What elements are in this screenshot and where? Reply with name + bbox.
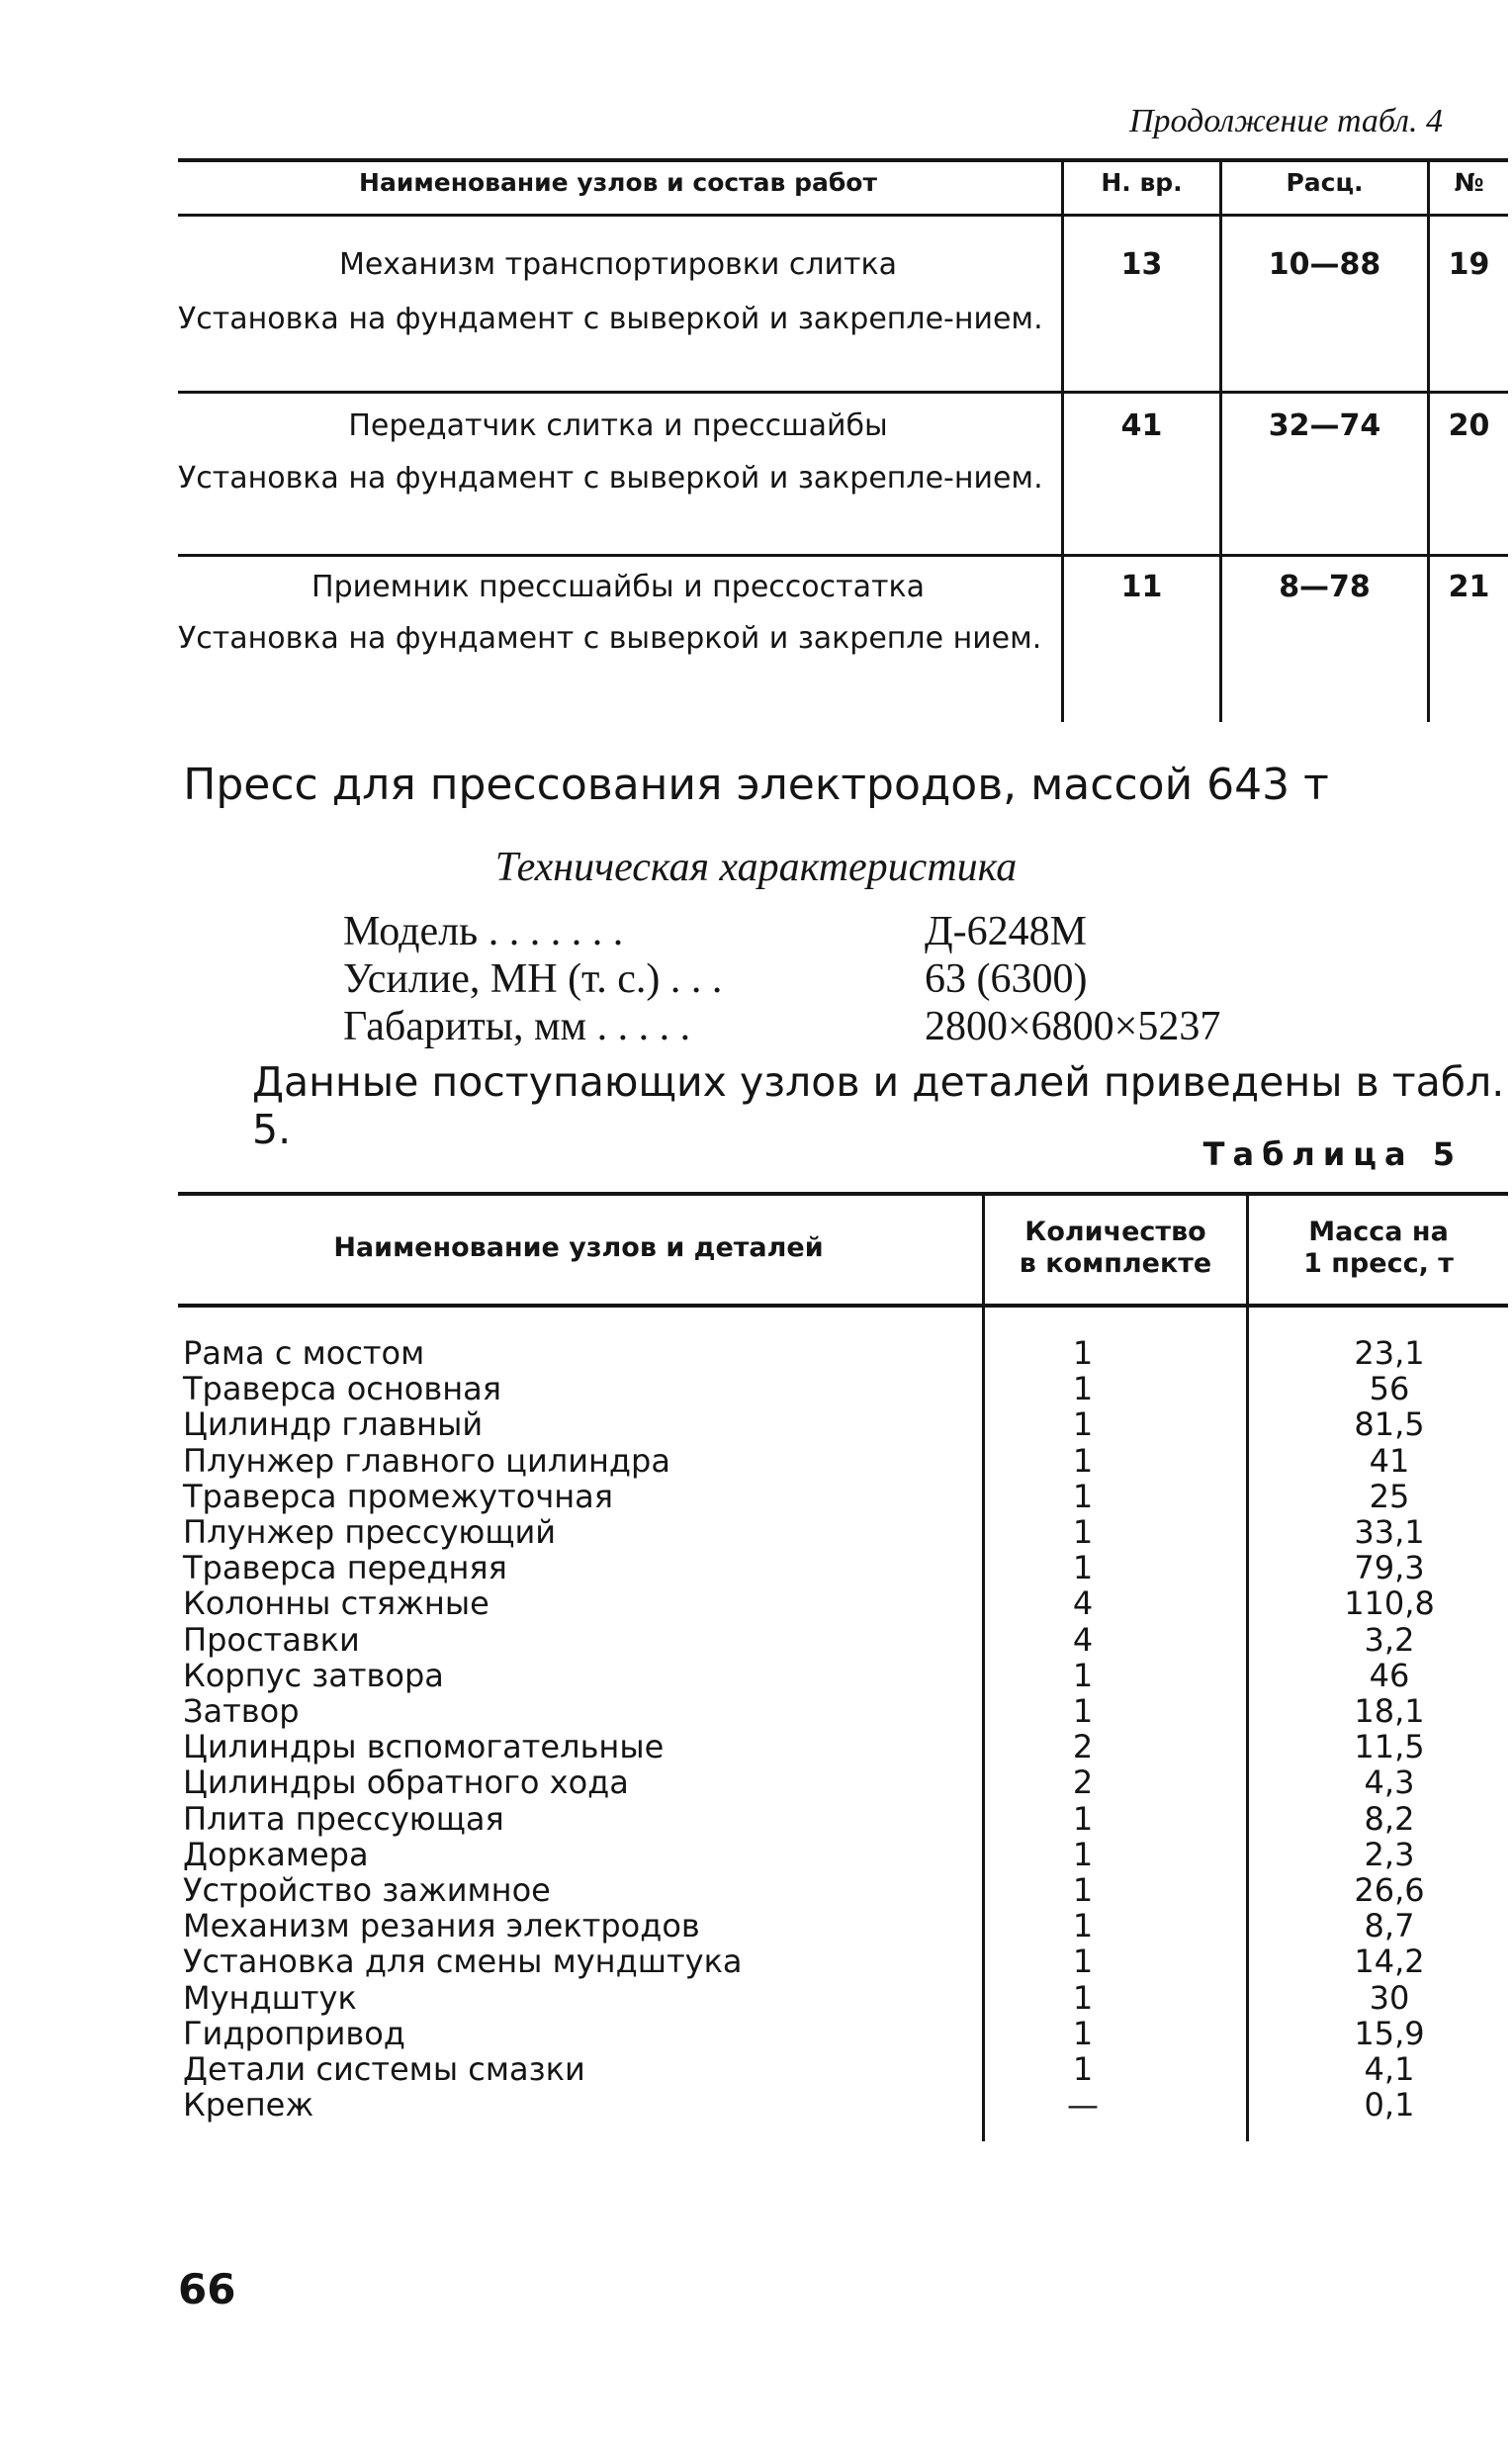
table5-cell-name: Детали системы смазки — [183, 2050, 585, 2088]
spec-value: 2800×6800×5237 — [925, 1004, 1221, 1049]
table5-cell-name: Гидропривод — [183, 2014, 405, 2052]
table5-cell-qty: 1 — [1072, 1441, 1094, 1480]
table5-cell-mass: 14,2 — [1354, 1943, 1425, 1981]
table-row — [183, 1406, 1508, 1442]
spec-label: Габариты, мм . . . . . — [343, 1004, 691, 1049]
table-row — [183, 1908, 1508, 1944]
table-row — [183, 1801, 1508, 1837]
table5-cell-mass: 8,7 — [1364, 1907, 1415, 1945]
table5-cell-qty: 2 — [1072, 1763, 1094, 1802]
table-row — [183, 1764, 1508, 1800]
table-row — [183, 1944, 1508, 1979]
table5-cell-qty: 2 — [1072, 1728, 1094, 1766]
table5-header-mass — [1249, 1217, 1508, 1280]
table4-row-rule — [178, 554, 1508, 557]
table-row — [183, 2087, 1508, 2123]
table5-cell-qty: 1 — [1072, 1477, 1094, 1515]
table4-row-desc: Установка на фундамент с выверкой и закрепле нием. — [178, 621, 1042, 656]
table5-cell-name: Устройство зажимное — [183, 1871, 551, 1909]
table5-cell-qty: 1 — [1072, 2050, 1094, 2088]
table5-cell-mass: 4,3 — [1364, 1763, 1415, 1802]
table-row — [183, 1872, 1508, 1908]
table5-header-qty — [985, 1217, 1246, 1280]
table4-row-num: 21 — [1448, 570, 1490, 604]
table5-cell-qty: 1 — [1072, 1835, 1094, 1873]
table5-cell-name: Доркамера — [183, 1835, 369, 1873]
table4-row-num: 19 — [1448, 247, 1490, 282]
table5-cell-qty: 4 — [1072, 1620, 1094, 1659]
spec-label: Усилие, МН (т. с.) . . . — [343, 956, 723, 1002]
page-number: 66 — [178, 2265, 236, 2313]
table5-cell-qty: 1 — [1072, 1370, 1094, 1408]
table5-cell-mass: 4,1 — [1364, 2050, 1415, 2088]
table5-cell-mass: 26,6 — [1354, 1871, 1425, 1909]
table4-row-norm: 41 — [1120, 408, 1163, 443]
table5-cell-mass: 23,1 — [1354, 1334, 1425, 1372]
table5-cell-mass: 8,2 — [1364, 1799, 1415, 1838]
table5-cell-qty: 1 — [1072, 1549, 1094, 1587]
table5-cell-name: Плита прессующая — [183, 1799, 504, 1838]
table5-cell-mass: 2,3 — [1364, 1835, 1415, 1873]
table5-cell-name: Проставки — [183, 1620, 360, 1659]
table-row — [183, 1550, 1508, 1585]
spec-value: 63 (6300) — [925, 956, 1088, 1002]
table4-header-num: № — [1454, 168, 1484, 197]
table5-header-rule — [178, 1304, 1508, 1308]
table5-cell-name: Траверса промежуточная — [183, 1477, 614, 1515]
table5-cell-qty: 1 — [1072, 1907, 1094, 1945]
table5-cell-name: Корпус затвора — [183, 1656, 444, 1694]
table5-cell-name: Цилиндры обратного хода — [183, 1763, 629, 1802]
section-title: Пресс для прессования электродов, массой 643 т — [183, 760, 1329, 810]
table5-cell-qty: 1 — [1072, 1334, 1094, 1372]
table4-row-norm: 13 — [1120, 247, 1163, 282]
table-row — [183, 1622, 1508, 1658]
table-row — [183, 1335, 1508, 1371]
table-row — [183, 1837, 1508, 1872]
table5-cell-name: Колонны стяжные — [183, 1584, 489, 1623]
table5-cell-qty: 1 — [1072, 1799, 1094, 1838]
spec-value: Д-6248М — [925, 909, 1087, 954]
table5-cell-name: Цилиндр главный — [183, 1405, 484, 1444]
table5-cell-qty: 1 — [1072, 1692, 1094, 1730]
table-row — [183, 1371, 1508, 1406]
table4-header-norm: Н. вр. — [1101, 168, 1183, 197]
table-row — [183, 1514, 1508, 1550]
table4-row-rate: 32—74 — [1268, 408, 1381, 443]
table-row — [183, 1479, 1508, 1514]
table4-row-desc: Установка на фундамент с выверкой и закрепле-нием. — [178, 302, 1043, 336]
table5-cell-mass: 15,9 — [1354, 2014, 1425, 2052]
table4-row-title: Передатчик слитка и прессшайбы — [348, 408, 888, 443]
table5-cell-mass: 79,3 — [1354, 1549, 1425, 1587]
table4-row-title: Механизм транспортировки слитка — [338, 247, 898, 282]
table5-cell-name: Крепеж — [183, 2086, 314, 2125]
table5-cell-mass: 3,2 — [1364, 1620, 1415, 1659]
spec-heading: Техническая характеристика — [494, 845, 1018, 890]
table-row — [183, 1585, 1508, 1621]
table4-header-rule — [178, 214, 1508, 217]
data-intro-text: Данные поступающих узлов и деталей приведены в табл. 5. — [252, 1058, 1505, 1153]
table5-cell-mass: 33,1 — [1354, 1513, 1425, 1551]
table5-cell-qty: 4 — [1072, 1584, 1094, 1623]
table5-header-mass-line: Масса на — [1308, 1217, 1449, 1247]
table5-cell-qty: 1 — [1072, 1978, 1094, 2017]
table-row — [183, 2016, 1508, 2051]
table4-row-rate: 10—88 — [1268, 247, 1381, 282]
table5-label: Таблица 5 — [1202, 1135, 1463, 1173]
table5-cell-name: Цилиндры вспомогательные — [183, 1728, 665, 1766]
table4-header-rate: Расц. — [1286, 168, 1364, 197]
table5-cell-name: Плунжер главного цилиндра — [183, 1441, 670, 1480]
table-row — [183, 1729, 1508, 1764]
table5-cell-qty: 1 — [1072, 1943, 1094, 1981]
table5-cell-mass: 110,8 — [1344, 1584, 1435, 1623]
table5-cell-name: Механизм резания электродов — [183, 1907, 700, 1945]
table5-cell-mass: 18,1 — [1354, 1692, 1425, 1730]
table5-cell-mass: 56 — [1369, 1370, 1410, 1408]
table4-row-norm: 11 — [1120, 570, 1163, 604]
table-row — [183, 2051, 1508, 2087]
table5-cell-qty: — — [1067, 2086, 1099, 2125]
table5-cell-mass: 46 — [1369, 1656, 1410, 1694]
table5-cell-qty: 1 — [1072, 2014, 1094, 2052]
table5-cell-mass: 30 — [1369, 1978, 1410, 2017]
table-row — [183, 1980, 1508, 2016]
table5-cell-name: Установка для смены мундштука — [183, 1943, 743, 1981]
table4-row-desc: Установка на фундамент с выверкой и закрепле-нием. — [178, 461, 1043, 496]
table5-header-qty-line: в комплекте — [1019, 1248, 1212, 1279]
table5-cell-mass: 41 — [1369, 1441, 1410, 1480]
table5-top-rule — [178, 1192, 1508, 1196]
table5-cell-qty: 1 — [1072, 1656, 1094, 1694]
table5-cell-mass: 0,1 — [1364, 2086, 1415, 2125]
table5-cell-name: Рама с мостом — [183, 1334, 425, 1372]
table5-header-mass-line: 1 пресс, т — [1303, 1248, 1454, 1279]
table4-header-name: Наименование узлов и состав работ — [359, 168, 877, 197]
spec-label: Модель . . . . . . . — [343, 909, 624, 954]
table5-cell-qty: 1 — [1072, 1405, 1094, 1444]
table5-cell-mass: 25 — [1369, 1477, 1410, 1515]
table4-top-rule — [178, 158, 1508, 162]
table-row — [183, 1693, 1508, 1729]
table5-header-name: Наименование узлов и деталей — [333, 1232, 824, 1263]
table-continuation-caption: Продолжение табл. 4 — [1128, 103, 1443, 139]
table4-row-num: 20 — [1448, 408, 1490, 443]
table5-header-qty-line: Количество — [1024, 1217, 1206, 1247]
table5-cell-qty: 1 — [1072, 1513, 1094, 1551]
table-row — [183, 1658, 1508, 1693]
table5-cell-name: Плунжер прессующий — [183, 1513, 557, 1551]
table4-row-title: Приемник прессшайбы и прессостатка — [311, 570, 925, 604]
table5-cell-name: Траверса передняя — [183, 1549, 507, 1587]
table4-row-rule — [178, 391, 1508, 394]
table-row — [183, 1443, 1508, 1479]
table5-cell-name: Траверса основная — [183, 1370, 502, 1408]
table4-row-rate: 8—78 — [1279, 570, 1371, 604]
table5-cell-mass: 11,5 — [1354, 1728, 1425, 1766]
table5-cell-name: Затвор — [183, 1692, 300, 1730]
table5-cell-name: Мундштук — [183, 1978, 357, 2017]
table5-cell-qty: 1 — [1072, 1871, 1094, 1909]
table5-cell-mass: 81,5 — [1354, 1405, 1425, 1444]
